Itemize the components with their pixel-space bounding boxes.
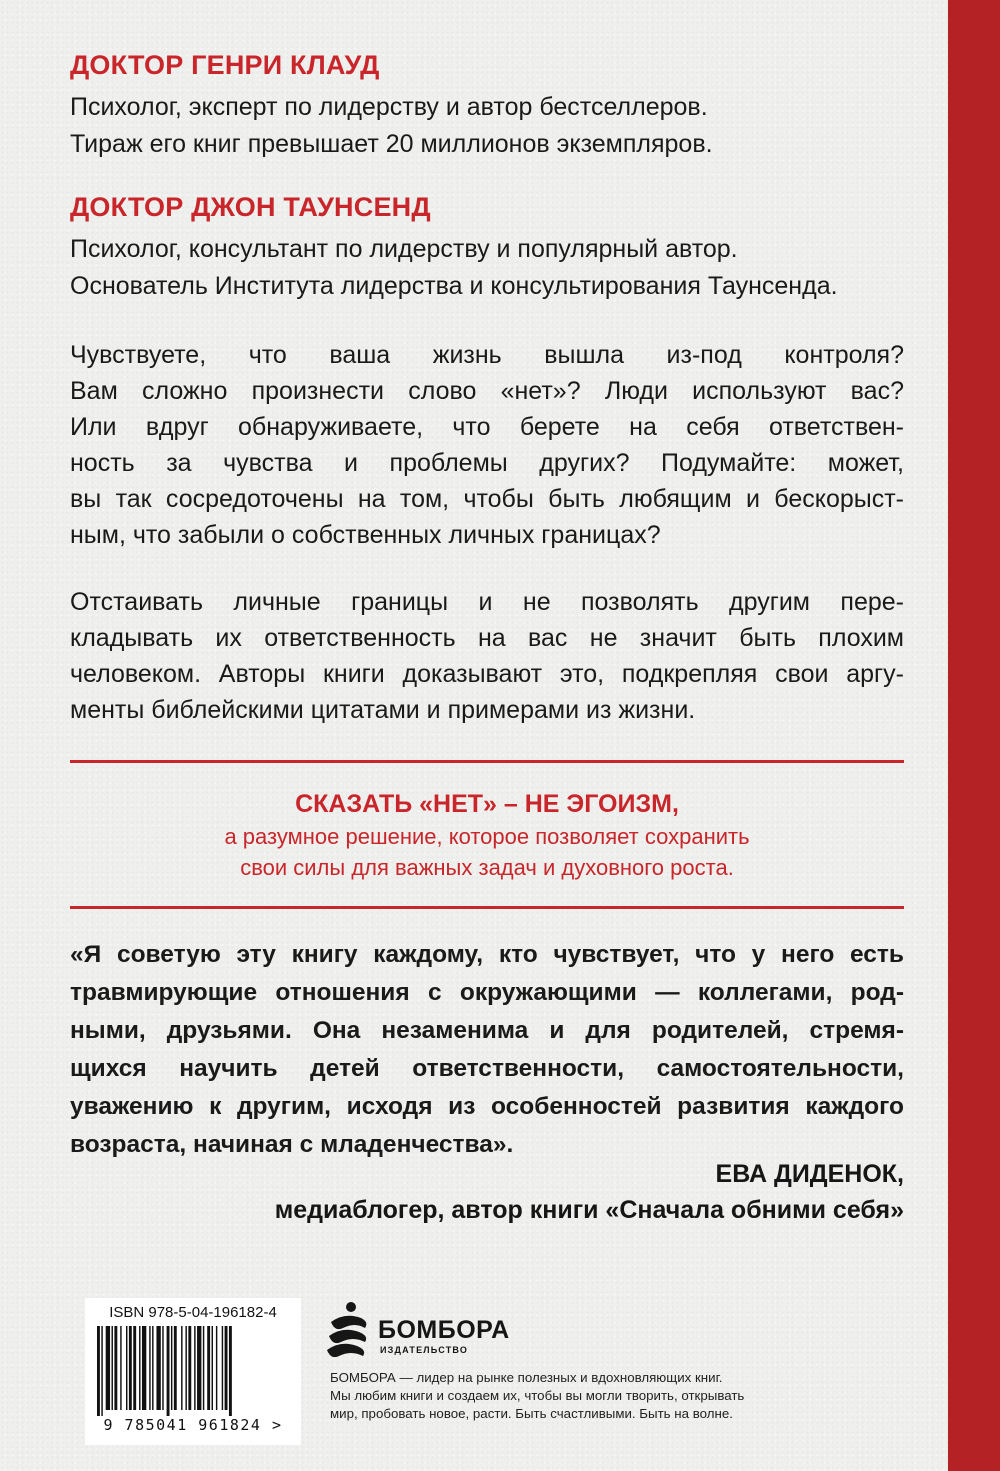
author-2-name: ДОКТОР ДЖОН ТАУНСЕНД [70,192,431,222]
publisher-logo-subtitle: ИЗДАТЕЛЬСТВО [380,1345,469,1355]
callout-line: а разумное решение, которое позволяет сохранить [224,824,750,849]
quote-attribution-name: ЕВА ДИДЕНОК, [715,1160,904,1188]
quote-line: щихся научить детей ответственности, самостоятельности, [70,1055,904,1082]
isbn-number: ISBN 978-5-04-196182-4 [109,1304,277,1321]
quote-line: «Я советую эту книгу каждому, кто чувствует, что у него есть [70,941,904,968]
publisher-logo-name: БОМБОРА [378,1316,510,1344]
paragraph-2-line: кладывать их ответственность на вас не значит быть плохим [70,624,904,652]
barcode-digits: 9 785041 961824 > [103,1416,283,1434]
paragraph-1-line: Или вдруг обнаруживаете, что берете на себя ответствен- [70,413,904,441]
quote-line: ными, друзьями. Она незаменима и для родителей, стремя- [70,1017,904,1044]
paragraph-1-line: ность за чувства и проблемы других? Подумайте: может, [70,449,904,477]
publisher-description-line: мир, пробовать новое, расти. Быть счастливыми. Быть на волне. [330,1406,733,1421]
author-2-bio-line: Основатель Института лидерства и консультирования Таунсенда. [70,272,838,300]
spine-stripe [948,0,1000,1471]
author-1-bio-line: Психолог, эксперт по лидерству и автор бестселлеров. [70,93,708,121]
quote-attribution-role: медиаблогер, автор книги «Сначала обними себя» [274,1196,904,1224]
paragraph-2-line: менты библейскими цитатами и примерами из жизни. [70,696,696,724]
author-1-name: ДОКТОР ГЕНРИ КЛАУД [70,50,380,80]
bombora-wave-logo-icon [325,1300,375,1360]
divider-rule-bottom [70,906,904,909]
paragraph-2-line: Отстаивать личные границы и не позволять другим пере- [70,588,904,616]
paragraph-1-line: вы так сосредоточены на том, чтобы быть любящим и бескорыст- [70,485,904,513]
divider-rule-top [70,760,904,763]
author-1-bio-line: Тираж его книг превышает 20 миллионов экземпляров. [70,130,713,158]
paragraph-1-line: Вам сложно произнести слово «нет»? Люди используют вас? [70,377,904,405]
paragraph-1-line: Чувствуете, что ваша жизнь вышла из-под контроля? [70,341,904,369]
paragraph-2-line: человеком. Авторы книги доказывают это, подкрепляя свои аргу- [70,660,904,688]
quote-line: возраста, начиная с младенчества». [70,1131,514,1158]
publisher-description-line: БОМБОРА — лидер на рынке полезных и вдохновляющих книг. [330,1370,723,1385]
author-2-bio-line: Психолог, консультант по лидерству и популярный автор. [70,235,738,263]
barcode-icon [93,1326,293,1416]
publisher-description-line: Мы любим книги и создаем их, чтобы вы могли творить, открывать [330,1388,745,1403]
isbn-barcode [85,1298,301,1445]
callout-headline: СКАЗАТЬ «НЕТ» – НЕ ЭГОИЗМ, [295,790,679,818]
callout-line: свои силы для важных задач и духовного роста. [240,855,734,880]
quote-line: травмирующие отношения с окружающими — коллегами, род- [70,979,904,1006]
quote-line: уважению к другим, исходя из особенностей развития каждого [70,1093,904,1120]
paragraph-1-line: ным, что забыли о собственных личных границах? [70,521,661,549]
